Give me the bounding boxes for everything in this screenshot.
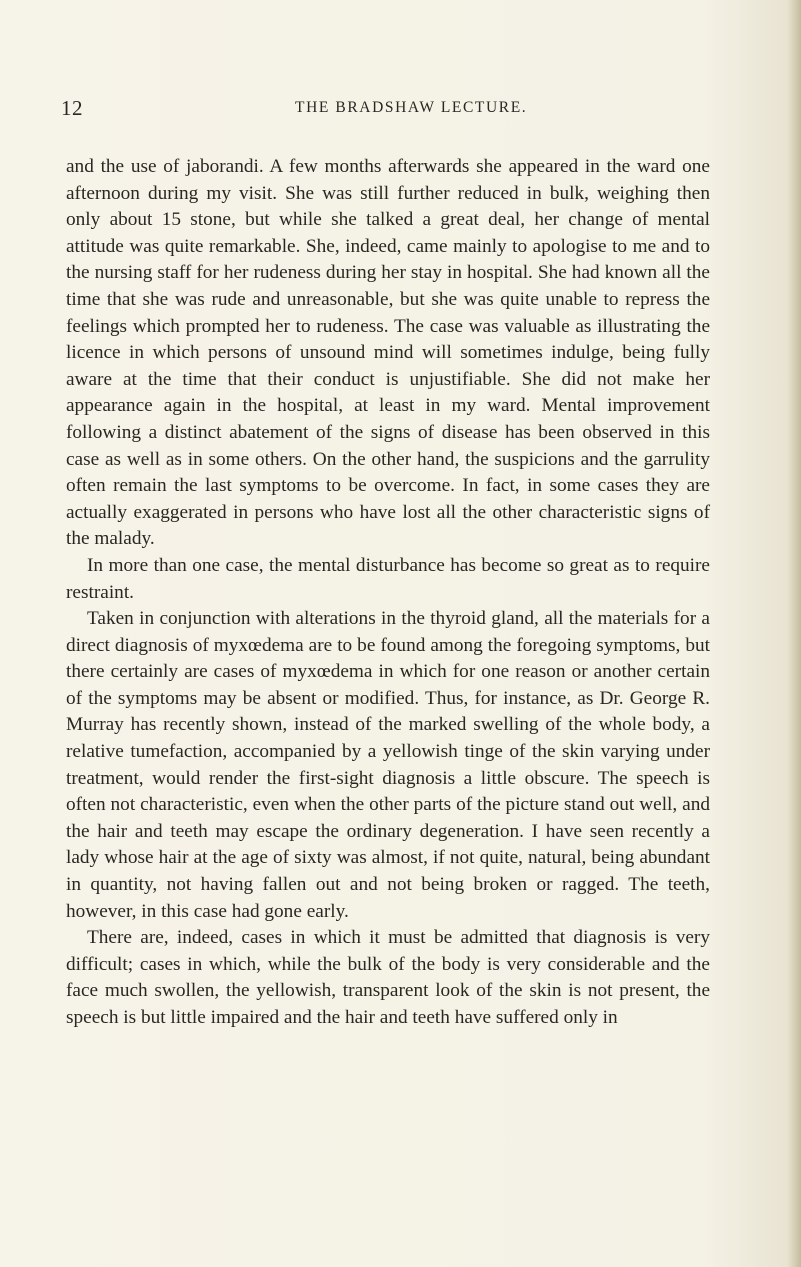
page-header: [61, 96, 711, 120]
body-text: [66, 154, 710, 1032]
page-edge-shadow: [787, 0, 801, 1267]
page-number: 12: [61, 96, 83, 120]
paragraph: Taken in conjunction with alterations in the thyroid gland, all the materials for a direct diagnosis of myxœdema are to be found among the foregoing symptoms, but there certainly are cases of myxœdema in which for one reason or another certain of the symptoms may be absent or modified. Thus, for instance, as Dr. George R. Murray has recently shown, instead of the marked swelling of the whole body, a relative tumefaction, accompanied by a yellowish tinge of the skin varying under treatment, would render the first-sight diagnosis a little obscure. The speech is often not characteristic, even when the other parts of the picture stand out well, and the hair and teeth may escape the ordinary degeneration. I have seen recently a lady whose hair at the age of sixty was almost, if not quite, natural, being abundant in quantity, not having fallen out and not being broken or ragged. The teeth, however, in this case had gone early.: [66, 608, 710, 922]
paragraph: and the use of jaborandi. A few months afterwards she appeared in the ward one afternoon during my visit. She was still further reduced in bulk, weighing then only about 15 stone, but while she talked a great deal, her change of mental attitude was quite remarkable. She, indeed, came mainly to apologise to me and to the nursing staff for her rudeness during her stay in hospital. She had known all the time that she was rude and unreasonable, but she was quite unable to repress the feelings which prompted her to rudeness. The case was valuable as illustrating the licence in which persons of unsound mind will sometimes indulge, being fully aware at the time that their conduct is unjustifiable. She did not make her appearance again in the hospital, at least in my ward. Mental improvement following a distinct abatement of the signs of disease has been observed in this case as well as in some others. On the other hand, the suspicions and the garrulity often remain the last symptoms to be overcome. In fact, in some cases they are actually exaggerated in persons who have lost all the other characteristic signs of the malady.: [66, 156, 710, 550]
paragraph: There are, indeed, cases in which it must be admitted that diagnosis is very difficult; cases in which, while the bulk of the body is very considerable and the face much swollen, the yellowish, transparent look of the skin is not present, the speech is but little impaired and the hair and teeth have suffered only in: [66, 927, 710, 1028]
paragraph: In more than one case, the mental disturbance has become so great as to require restraint.: [66, 554, 710, 603]
running-head: THE BRADSHAW LECTURE.: [295, 99, 528, 116]
